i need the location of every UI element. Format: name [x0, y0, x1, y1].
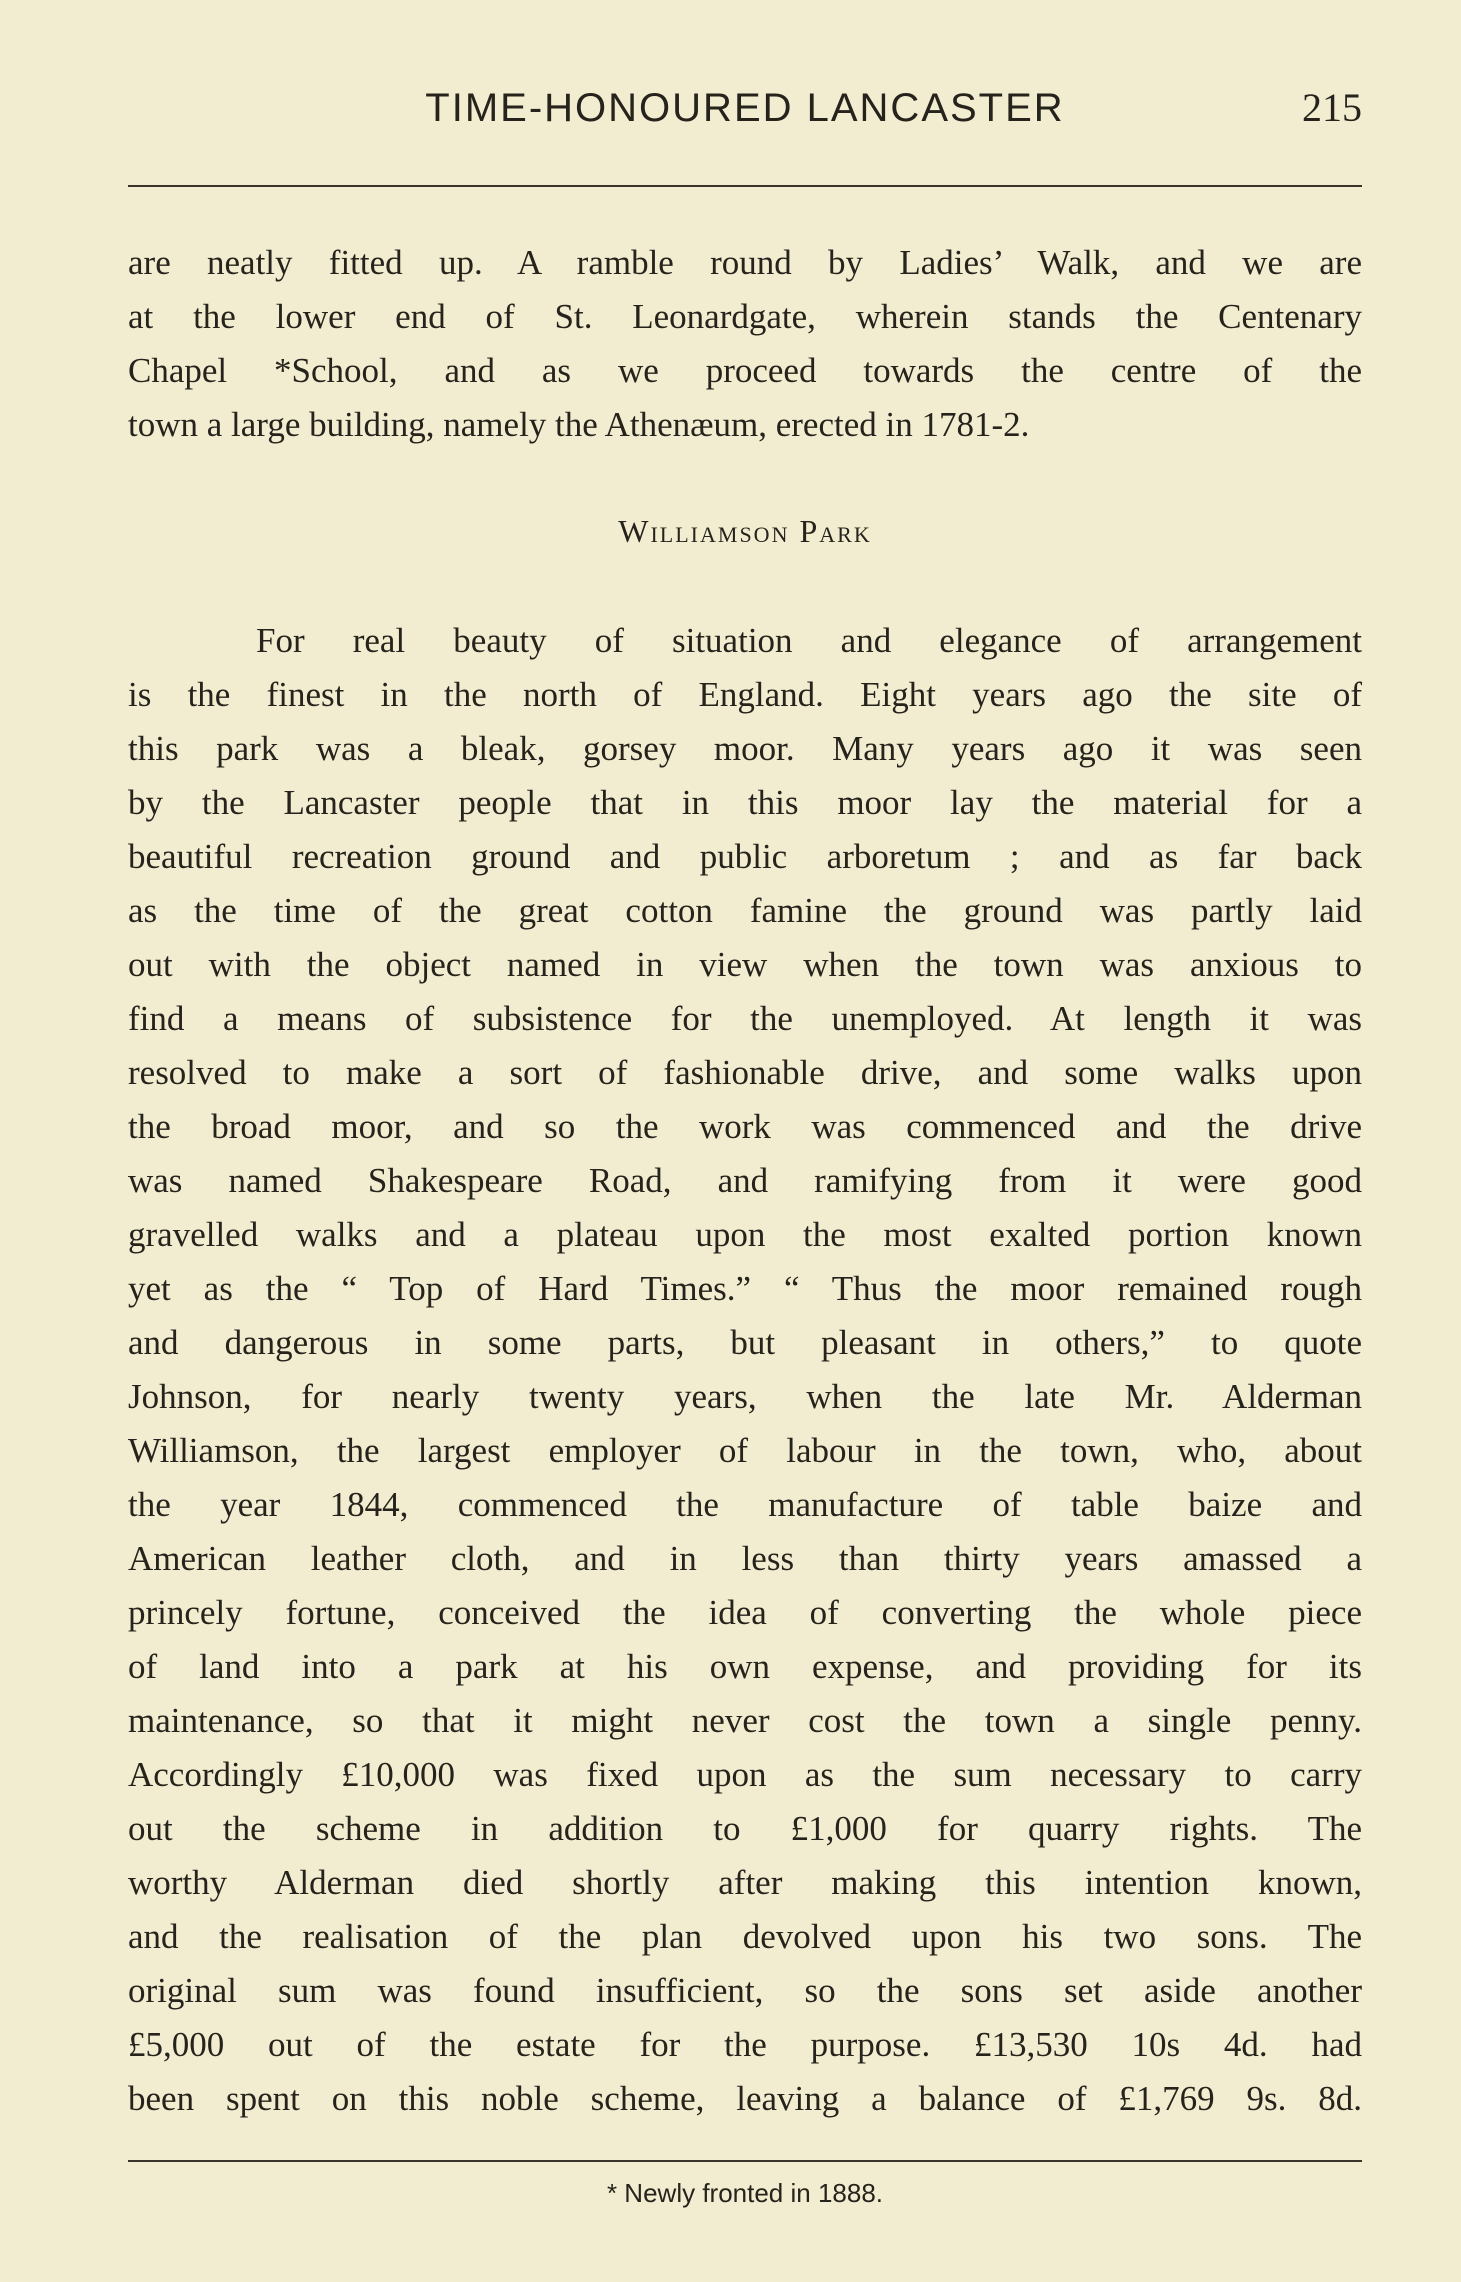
text-line: was named Shakespeare Road, and ramifying from it were good [128, 1161, 1362, 1200]
text-line: worthy Alderman died shortly after making this intention known, [128, 1863, 1362, 1902]
text-line: For real beauty of situation and elegance of arrangement [256, 621, 1362, 660]
footnote-rule [128, 2160, 1362, 2162]
text-line: maintenance, so that it might never cost the town a single penny. [128, 1701, 1362, 1740]
running-head [128, 78, 1362, 138]
text-line: this park was a bleak, gorsey moor. Many years ago it was seen [128, 729, 1362, 768]
text-line: original sum was found insufficient, so the sons set aside another [128, 1971, 1362, 2010]
text-line: £5,000 out of the estate for the purpose. £13,530 10s 4d. had [128, 2025, 1362, 2064]
running-title: TIME-HONOURED LANCASTER [425, 86, 1065, 130]
page-number: 215 [1302, 85, 1362, 130]
text-line: beautiful recreation ground and public arboretum ; and as far back [128, 837, 1362, 876]
section-heading: Williamson Park [618, 513, 872, 549]
text-line: and dangerous in some parts, but pleasant in others,” to quote [128, 1323, 1362, 1362]
text-line: out the scheme in addition to £1,000 for quarry rights. The [128, 1809, 1362, 1848]
text-line: American leather cloth, and in less than thirty years amassed a [128, 1539, 1362, 1578]
header-rule [128, 185, 1362, 187]
text-line: princely fortune, conceived the idea of converting the whole piece [128, 1593, 1362, 1632]
paragraph-intro [128, 236, 1362, 452]
text-line: Accordingly £10,000 was fixed upon as the sum necessary to carry [128, 1755, 1362, 1794]
text-line: find a means of subsistence for the unemployed. At length it was [128, 999, 1362, 1038]
text-line: at the lower end of St. Leonardgate, wherein stands the Centenary [128, 297, 1362, 336]
text-line: are neatly fitted up. A ramble round by Ladies’ Walk, and we are [128, 243, 1362, 282]
text-line: resolved to make a sort of fashionable drive, and some walks upon [128, 1053, 1362, 1092]
text-line: Chapel *School, and as we proceed towards the centre of the [128, 351, 1362, 390]
text-line: town a large building, namely the Athenæum, erected in 1781-2. [128, 405, 1030, 444]
text-line: been spent on this noble scheme, leaving a balance of £1,769 9s. 8d. [128, 2079, 1362, 2118]
text-line: of land into a park at his own expense, and providing for its [128, 1647, 1362, 1686]
text-line: as the time of the great cotton famine the ground was partly laid [128, 891, 1362, 930]
text-line: the year 1844, commenced the manufacture of table baize and [128, 1485, 1362, 1524]
text-line: and the realisation of the plan devolved upon his two sons. The [128, 1917, 1362, 1956]
text-line: gravelled walks and a plateau upon the most exalted portion known [128, 1215, 1362, 1254]
text-line: yet as the “ Top of Hard Times.” “ Thus the moor remained rough [128, 1269, 1362, 1308]
footnote: * Newly fronted in 1888. [606, 2178, 884, 2208]
text-line: by the Lancaster people that in this moor lay the material for a [128, 783, 1362, 822]
text-line: the broad moor, and so the work was commenced and the drive [128, 1107, 1362, 1146]
text-line: out with the object named in view when the town was anxious to [128, 945, 1362, 984]
text-line: is the finest in the north of England. Eight years ago the site of [128, 675, 1362, 714]
text-line: Williamson, the largest employer of labour in the town, who, about [128, 1431, 1362, 1470]
paragraph-williamson-park [128, 614, 1362, 2126]
text-line: Johnson, for nearly twenty years, when the late Mr. Alderman [128, 1377, 1362, 1416]
